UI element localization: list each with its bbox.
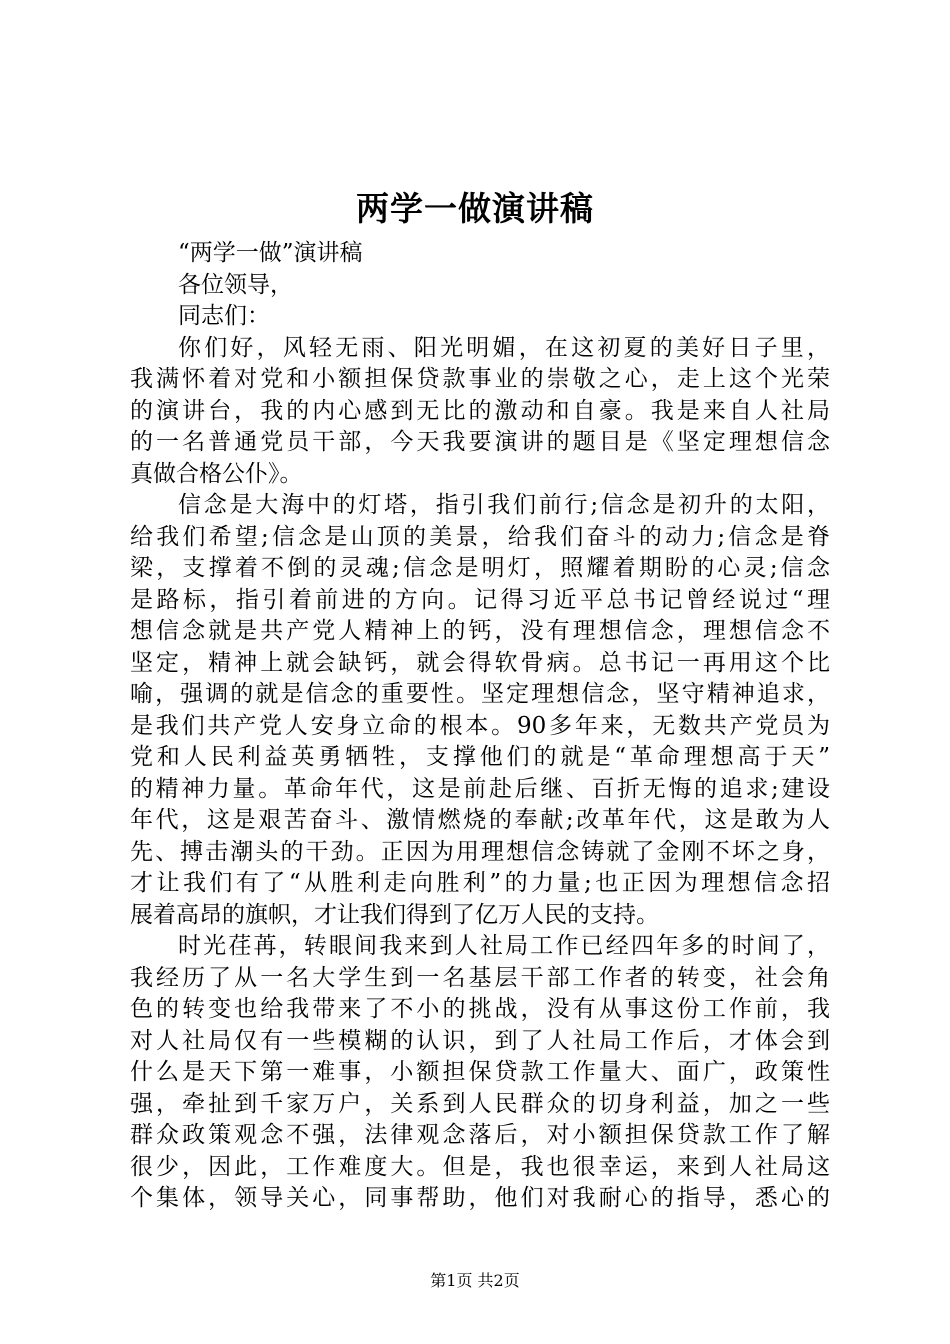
text-line: 我满怀着对党和小额担保贷款事业的崇敬之心，走上这个光荣 [130,366,830,392]
text-line: 个集体，领导关心，同事帮助，他们对我耐心的指导，悉心的 [130,1185,830,1211]
text-line: 给我们希望;信念是山顶的美景，给我们奋斗的动力;信念是脊 [130,523,830,550]
text-line: 我经历了从一名大学生到一名基层干部工作者的转变，社会角 [130,964,830,991]
text-line: “两学一做”演讲稿 [178,240,363,266]
text-line: 各位领导， [178,271,293,298]
text-line: 信念是大海中的灯塔，指引我们前行;信念是初升的太阳， [178,492,830,518]
text-line: 展着高昂的旗帜，才让我们得到了亿万人民的支持。 [130,901,659,928]
text-line: 真做合格公仆》。 [130,460,303,487]
page-footer: 第1页 共2页 [430,1271,520,1290]
text-line: 你们好，风轻无雨、阳光明媚，在这初夏的美好日子里， [178,334,830,361]
text-line: 梁，支撑着不倒的灵魂;信念是明灯，照耀着期盼的心灵;信念 [130,555,830,581]
document-body [130,238,830,1215]
text-line: 对人社局仅有一些模糊的认识，到了人社局工作后，才体会到 [130,1027,830,1054]
text-line: 色的转变也给我带来了不小的挑战，没有从事这份工作前，我 [130,996,830,1022]
text-line: 什么是天下第一难事，小额担保贷款工作量大、面广，政策性 [130,1059,830,1085]
text-line: 是路标，指引着前进的方向。记得习近平总书记曾经说过“理 [130,586,830,613]
document-title: 两学一做演讲稿 [356,189,594,228]
text-line: 同志们： [178,303,270,329]
text-line: 党和人民利益英勇牺牲，支撑他们的就是“革命理想高于天” [130,744,830,770]
text-line: 才让我们有了“从胜利走向胜利”的力量;也正因为理想信念招 [130,870,830,896]
text-line: 想信念就是共产党人精神上的钙，没有理想信念，理想信念不 [130,618,830,644]
text-line: 的精神力量。革命年代，这是前赴后继、百折无悔的追求;建设 [130,775,830,802]
text-line: 的演讲台，我的内心感到无比的激动和自豪。我是来自人社局 [130,397,830,424]
text-line: 先、搏击潮头的干劲。正因为用理想信念铸就了金刚不坏之身， [130,838,830,865]
text-line: 年代，这是艰苦奋斗、激情燃烧的奉献;改革年代，这是敢为人 [130,807,830,833]
text-line: 时光荏苒，转眼间我来到人社局工作已经四年多的时间了， [178,933,830,959]
text-line: 很少，因此，工作难度大。但是，我也很幸运，来到人社局这 [130,1153,830,1180]
text-line: 是我们共产党人安身立命的根本。90多年来，无数共产党员为 [130,712,830,739]
text-line: 喻，强调的就是信念的重要性。坚定理想信念，坚守精神追求， [130,681,830,707]
text-line: 强，牵扯到千家万户，关系到人民群众的切身利益，加之一些 [130,1090,830,1117]
text-line: 群众政策观念不强，法律观念落后，对小额担保贷款工作了解 [130,1122,830,1148]
text-line: 的一名普通党员干部，今天我要演讲的题目是《坚定理想信念 [130,429,830,455]
text-line: 坚定，精神上就会缺钙，就会得软骨病。总书记一再用这个比 [130,649,830,676]
